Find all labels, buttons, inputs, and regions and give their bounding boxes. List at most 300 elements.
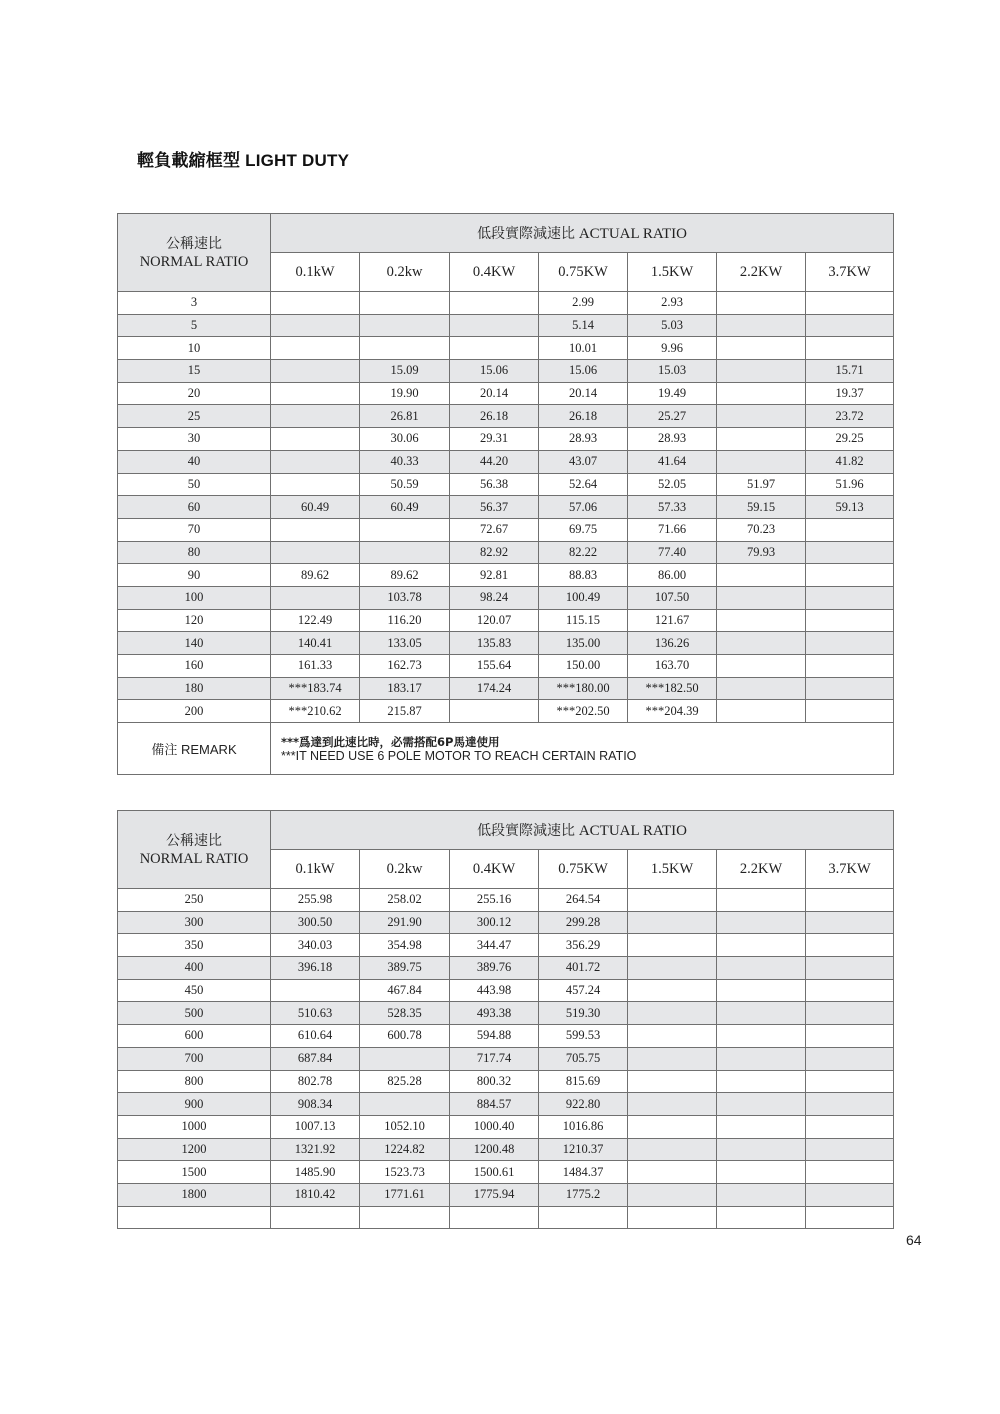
actual-ratio-cell [806,1047,894,1070]
power-column-header: 1.5KW [628,850,717,889]
actual-ratio-cell: 1484.37 [539,1161,628,1184]
remark-label: 備注 REMARK [118,723,271,775]
actual-ratio-cell: 610.64 [271,1025,360,1048]
actual-ratio-cell [806,700,894,723]
actual-ratio-cell [717,609,806,632]
actual-ratio-cell: ***183.74 [271,677,360,700]
actual-ratio-cell: 174.24 [450,677,539,700]
actual-ratio-cell [717,1093,806,1116]
actual-ratio-cell: 528.35 [360,1002,450,1025]
nominal-ratio-cell: 300 [118,911,271,934]
table-row [118,382,894,405]
actual-ratio-cell: ***180.00 [539,677,628,700]
nominal-ratio-header: 公稱速比 NORMAL RATIO [118,811,271,889]
actual-ratio-cell: 19.49 [628,382,717,405]
actual-ratio-cell [806,586,894,609]
remark-line-cn: ***爲達到此速比時，必需搭配6P馬達使用 [281,734,500,749]
remark-text [271,723,894,775]
actual-ratio-cell: ***202.50 [539,700,628,723]
actual-ratio-cell: 389.75 [360,957,450,980]
power-column-header: 0.2kw [360,253,450,292]
actual-ratio-cell: 86.00 [628,564,717,587]
power-column-header: 0.75KW [539,253,628,292]
actual-ratio-cell: 70.23 [717,518,806,541]
actual-ratio-cell [271,314,360,337]
actual-ratio-cell [806,889,894,912]
actual-ratio-cell: 401.72 [539,957,628,980]
table-row [118,632,894,655]
actual-ratio-cell: 79.93 [717,541,806,564]
nominal-ratio-cell: 250 [118,889,271,912]
actual-ratio-cell: 107.50 [628,586,717,609]
power-column-header: 0.1kW [271,850,360,889]
actual-ratio-cell: 121.67 [628,609,717,632]
actual-ratio-cell: 599.53 [539,1025,628,1048]
actual-ratio-cell [271,541,360,564]
actual-ratio-cell [271,382,360,405]
actual-ratio-cell: 1775.94 [450,1183,539,1206]
actual-ratio-cell: 1000.40 [450,1115,539,1138]
actual-ratio-cell [360,1093,450,1116]
table-row [118,957,894,980]
actual-ratio-cell: 1775.2 [539,1183,628,1206]
nominal-ratio-cell: 90 [118,564,271,587]
table-row [118,337,894,360]
actual-ratio-cell: 69.75 [539,518,628,541]
actual-ratio-cell [271,473,360,496]
actual-ratio-cell [806,541,894,564]
actual-ratio-cell: 15.09 [360,360,450,383]
table-row [118,1115,894,1138]
actual-ratio-cell [539,1206,628,1229]
table-row [118,1002,894,1025]
actual-ratio-cell: 389.76 [450,957,539,980]
nominal-ratio-cell: 200 [118,700,271,723]
actual-ratio-cell: 30.06 [360,428,450,451]
actual-ratio-cell: 443.98 [450,979,539,1002]
actual-ratio-cell [717,314,806,337]
actual-ratio-cell [450,700,539,723]
actual-ratio-cell: 884.57 [450,1093,539,1116]
actual-ratio-cell: 2.93 [628,292,717,315]
actual-ratio-cell: 29.25 [806,428,894,451]
actual-ratio-cell [360,314,450,337]
actual-ratio-header: 低段實際減速比 ACTUAL RATIO [271,214,894,253]
actual-ratio-cell [271,428,360,451]
actual-ratio-cell [806,1183,894,1206]
actual-ratio-cell [360,518,450,541]
nominal-ratio-header: 公稱速比 NORMAL RATIO [118,214,271,292]
actual-ratio-cell: 28.93 [539,428,628,451]
actual-ratio-cell: 41.82 [806,450,894,473]
actual-ratio-cell: 52.64 [539,473,628,496]
nominal-ratio-cell: 400 [118,957,271,980]
actual-ratio-cell: 135.00 [539,632,628,655]
actual-ratio-cell [806,518,894,541]
actual-ratio-cell: 9.96 [628,337,717,360]
ratio-table-light-duty-1 [117,213,894,775]
actual-ratio-cell: 356.29 [539,934,628,957]
table-row [118,473,894,496]
table-row [118,889,894,912]
actual-ratio-cell [717,655,806,678]
actual-ratio-cell: 15.06 [450,360,539,383]
table-row [118,677,894,700]
nominal-ratio-cell: 700 [118,1047,271,1070]
actual-ratio-cell [717,1183,806,1206]
actual-ratio-cell [806,632,894,655]
actual-ratio-cell [271,1206,360,1229]
actual-ratio-cell [628,889,717,912]
table-row [118,541,894,564]
actual-ratio-cell [628,1002,717,1025]
table-row [118,518,894,541]
actual-ratio-cell: ***182.50 [628,677,717,700]
actual-ratio-cell: 600.78 [360,1025,450,1048]
table-row [118,1093,894,1116]
table-row [118,314,894,337]
actual-ratio-cell [450,1206,539,1229]
actual-ratio-cell: 354.98 [360,934,450,957]
nominal-ratio-cell: 50 [118,473,271,496]
table-row [118,1025,894,1048]
actual-ratio-cell: 162.73 [360,655,450,678]
actual-ratio-cell: 29.31 [450,428,539,451]
table-row [118,1138,894,1161]
actual-ratio-cell [360,541,450,564]
actual-ratio-cell [717,428,806,451]
actual-ratio-cell [360,292,450,315]
actual-ratio-cell [628,1025,717,1048]
actual-ratio-cell [717,586,806,609]
actual-ratio-cell: 57.33 [628,496,717,519]
actual-ratio-cell: 120.07 [450,609,539,632]
actual-ratio-cell: 40.33 [360,450,450,473]
actual-ratio-cell [806,957,894,980]
actual-ratio-cell [806,292,894,315]
actual-ratio-cell: 717.74 [450,1047,539,1070]
actual-ratio-cell [717,564,806,587]
actual-ratio-cell [806,1093,894,1116]
nominal-ratio-cell: 25 [118,405,271,428]
actual-ratio-cell [806,1070,894,1093]
power-column-header: 3.7KW [806,253,894,292]
actual-ratio-cell: 28.93 [628,428,717,451]
table-row [118,428,894,451]
actual-ratio-cell [806,1206,894,1229]
actual-ratio-cell [717,405,806,428]
nominal-ratio-cell: 120 [118,609,271,632]
actual-ratio-cell: 100.49 [539,586,628,609]
actual-ratio-cell [806,655,894,678]
power-column-header: 2.2KW [717,850,806,889]
actual-ratio-cell [717,1047,806,1070]
actual-ratio-cell: 52.05 [628,473,717,496]
nominal-ratio-cell: 140 [118,632,271,655]
actual-ratio-cell: 41.64 [628,450,717,473]
table-row [118,934,894,957]
actual-ratio-cell [717,1025,806,1048]
actual-ratio-cell: 183.17 [360,677,450,700]
actual-ratio-cell: 493.38 [450,1002,539,1025]
actual-ratio-cell [628,1206,717,1229]
actual-ratio-cell: 115.15 [539,609,628,632]
nominal-ratio-cell: 1200 [118,1138,271,1161]
actual-ratio-cell: 15.71 [806,360,894,383]
actual-ratio-cell: 258.02 [360,889,450,912]
ratio-table-light-duty-2 [117,810,894,1229]
actual-ratio-cell [717,632,806,655]
actual-ratio-cell: 255.16 [450,889,539,912]
actual-ratio-cell: 1485.90 [271,1161,360,1184]
actual-ratio-cell: 82.92 [450,541,539,564]
actual-ratio-cell [717,382,806,405]
actual-ratio-cell [271,518,360,541]
actual-ratio-cell [717,957,806,980]
actual-ratio-cell [806,1115,894,1138]
nominal-ratio-cell: 500 [118,1002,271,1025]
actual-ratio-cell [271,405,360,428]
actual-ratio-cell: 300.12 [450,911,539,934]
actual-ratio-cell: 19.37 [806,382,894,405]
actual-ratio-cell [717,1161,806,1184]
nominal-ratio-cell: 60 [118,496,271,519]
actual-ratio-cell: 72.67 [450,518,539,541]
actual-ratio-cell: 1771.61 [360,1183,450,1206]
actual-ratio-cell: 19.90 [360,382,450,405]
actual-ratio-cell: 56.38 [450,473,539,496]
actual-ratio-cell [271,586,360,609]
actual-ratio-cell [360,1047,450,1070]
actual-ratio-cell: 519.30 [539,1002,628,1025]
nominal-ratio-cell: 1500 [118,1161,271,1184]
actual-ratio-cell: 291.90 [360,911,450,934]
nominal-ratio-cell: 15 [118,360,271,383]
actual-ratio-cell [717,911,806,934]
actual-ratio-cell [806,911,894,934]
actual-ratio-cell: 26.18 [539,405,628,428]
actual-ratio-cell [806,677,894,700]
actual-ratio-cell: 88.83 [539,564,628,587]
nominal-ratio-cell [118,1206,271,1229]
table-row [118,360,894,383]
actual-ratio-cell: 57.06 [539,496,628,519]
table-row [118,1070,894,1093]
actual-ratio-cell: 26.18 [450,405,539,428]
actual-ratio-cell: 60.49 [360,496,450,519]
actual-ratio-cell: ***210.62 [271,700,360,723]
power-column-header: 0.4KW [450,253,539,292]
actual-ratio-cell: 59.15 [717,496,806,519]
actual-ratio-cell: 51.96 [806,473,894,496]
actual-ratio-cell: 98.24 [450,586,539,609]
nominal-ratio-cell: 40 [118,450,271,473]
table-row [118,496,894,519]
actual-ratio-cell: 215.87 [360,700,450,723]
actual-ratio-cell: 15.03 [628,360,717,383]
actual-ratio-cell: 122.49 [271,609,360,632]
nominal-ratio-cell: 10 [118,337,271,360]
actual-ratio-cell: 50.59 [360,473,450,496]
table-row [118,450,894,473]
actual-ratio-cell [628,911,717,934]
actual-ratio-header: 低段實際減速比 ACTUAL RATIO [271,811,894,850]
actual-ratio-cell [628,1115,717,1138]
actual-ratio-cell [806,979,894,1002]
power-column-header: 3.7KW [806,850,894,889]
actual-ratio-cell: 43.07 [539,450,628,473]
actual-ratio-cell: 340.03 [271,934,360,957]
power-column-header: 0.1kW [271,253,360,292]
page-title: 輕負載縮框型 LIGHT DUTY [137,151,350,170]
actual-ratio-cell: 1200.48 [450,1138,539,1161]
nominal-ratio-cell: 600 [118,1025,271,1048]
actual-ratio-cell [806,1025,894,1048]
actual-ratio-cell: 89.62 [271,564,360,587]
remark-line-en: ***IT NEED USE 6 POLE MOTOR TO REACH CERTAIN RATIO [281,748,637,763]
table-row [118,979,894,1002]
nominal-ratio-cell: 100 [118,586,271,609]
actual-ratio-cell [628,979,717,1002]
actual-ratio-cell: 299.28 [539,911,628,934]
actual-ratio-cell: 815.69 [539,1070,628,1093]
power-column-header: 0.2kw [360,850,450,889]
actual-ratio-cell: 60.49 [271,496,360,519]
actual-ratio-cell [806,314,894,337]
actual-ratio-cell: 51.97 [717,473,806,496]
actual-ratio-cell: 15.06 [539,360,628,383]
actual-ratio-cell [628,1047,717,1070]
actual-ratio-cell [450,337,539,360]
actual-ratio-cell [717,1002,806,1025]
actual-ratio-cell: 103.78 [360,586,450,609]
nominal-ratio-cell: 5 [118,314,271,337]
actual-ratio-cell: 457.24 [539,979,628,1002]
actual-ratio-cell: 396.18 [271,957,360,980]
actual-ratio-cell: 1224.82 [360,1138,450,1161]
actual-ratio-cell [271,337,360,360]
actual-ratio-cell [271,979,360,1002]
actual-ratio-cell: 20.14 [539,382,628,405]
power-column-header: 1.5KW [628,253,717,292]
actual-ratio-cell [717,1138,806,1161]
actual-ratio-cell: 1007.13 [271,1115,360,1138]
table-row [118,655,894,678]
actual-ratio-cell: ***204.39 [628,700,717,723]
actual-ratio-cell: 1052.10 [360,1115,450,1138]
actual-ratio-cell: 687.84 [271,1047,360,1070]
actual-ratio-cell: 10.01 [539,337,628,360]
actual-ratio-cell [360,1206,450,1229]
nominal-ratio-cell: 800 [118,1070,271,1093]
actual-ratio-cell [450,292,539,315]
nominal-ratio-cell: 30 [118,428,271,451]
actual-ratio-cell: 1016.86 [539,1115,628,1138]
actual-ratio-cell: 922.80 [539,1093,628,1116]
actual-ratio-cell [717,889,806,912]
actual-ratio-cell: 300.50 [271,911,360,934]
actual-ratio-cell [717,700,806,723]
table-row [118,586,894,609]
actual-ratio-cell [717,979,806,1002]
actual-ratio-cell [806,609,894,632]
actual-ratio-cell: 20.14 [450,382,539,405]
nominal-ratio-cell: 70 [118,518,271,541]
actual-ratio-cell: 133.05 [360,632,450,655]
table-row [118,1206,894,1229]
actual-ratio-cell: 82.22 [539,541,628,564]
actual-ratio-cell [806,337,894,360]
actual-ratio-cell [628,1183,717,1206]
actual-ratio-cell [628,1138,717,1161]
power-column-header: 0.75KW [539,850,628,889]
nominal-ratio-cell: 160 [118,655,271,678]
actual-ratio-cell: 56.37 [450,496,539,519]
actual-ratio-cell: 344.47 [450,934,539,957]
table-row [118,405,894,428]
actual-ratio-cell: 136.26 [628,632,717,655]
actual-ratio-cell [271,292,360,315]
actual-ratio-cell: 825.28 [360,1070,450,1093]
table-row [118,564,894,587]
actual-ratio-cell: 26.81 [360,405,450,428]
actual-ratio-cell: 92.81 [450,564,539,587]
actual-ratio-cell [717,360,806,383]
actual-ratio-cell [628,1070,717,1093]
actual-ratio-cell: 116.20 [360,609,450,632]
actual-ratio-cell [717,450,806,473]
actual-ratio-cell: 1500.61 [450,1161,539,1184]
actual-ratio-cell: 89.62 [360,564,450,587]
actual-ratio-cell: 908.34 [271,1093,360,1116]
actual-ratio-cell: 1210.37 [539,1138,628,1161]
actual-ratio-cell [806,1138,894,1161]
nominal-ratio-cell: 900 [118,1093,271,1116]
actual-ratio-cell: 5.14 [539,314,628,337]
actual-ratio-cell [806,564,894,587]
actual-ratio-cell [717,1070,806,1093]
actual-ratio-cell [717,677,806,700]
actual-ratio-cell: 135.83 [450,632,539,655]
actual-ratio-cell: 71.66 [628,518,717,541]
actual-ratio-cell [806,934,894,957]
actual-ratio-cell [271,360,360,383]
actual-ratio-cell [628,957,717,980]
actual-ratio-cell: 23.72 [806,405,894,428]
actual-ratio-cell: 1321.92 [271,1138,360,1161]
nominal-ratio-cell: 350 [118,934,271,957]
actual-ratio-cell: 510.63 [271,1002,360,1025]
actual-ratio-cell [717,337,806,360]
nominal-ratio-cell: 1800 [118,1183,271,1206]
actual-ratio-cell [717,292,806,315]
actual-ratio-cell: 705.75 [539,1047,628,1070]
actual-ratio-cell: 1523.73 [360,1161,450,1184]
actual-ratio-cell [717,1206,806,1229]
actual-ratio-cell: 155.64 [450,655,539,678]
table-row [118,700,894,723]
nominal-ratio-cell: 450 [118,979,271,1002]
actual-ratio-cell [717,934,806,957]
actual-ratio-cell [628,1161,717,1184]
actual-ratio-cell: 1810.42 [271,1183,360,1206]
actual-ratio-cell [717,1115,806,1138]
table-row [118,292,894,315]
actual-ratio-cell: 77.40 [628,541,717,564]
actual-ratio-cell: 163.70 [628,655,717,678]
table-row [118,609,894,632]
actual-ratio-cell: 594.88 [450,1025,539,1048]
